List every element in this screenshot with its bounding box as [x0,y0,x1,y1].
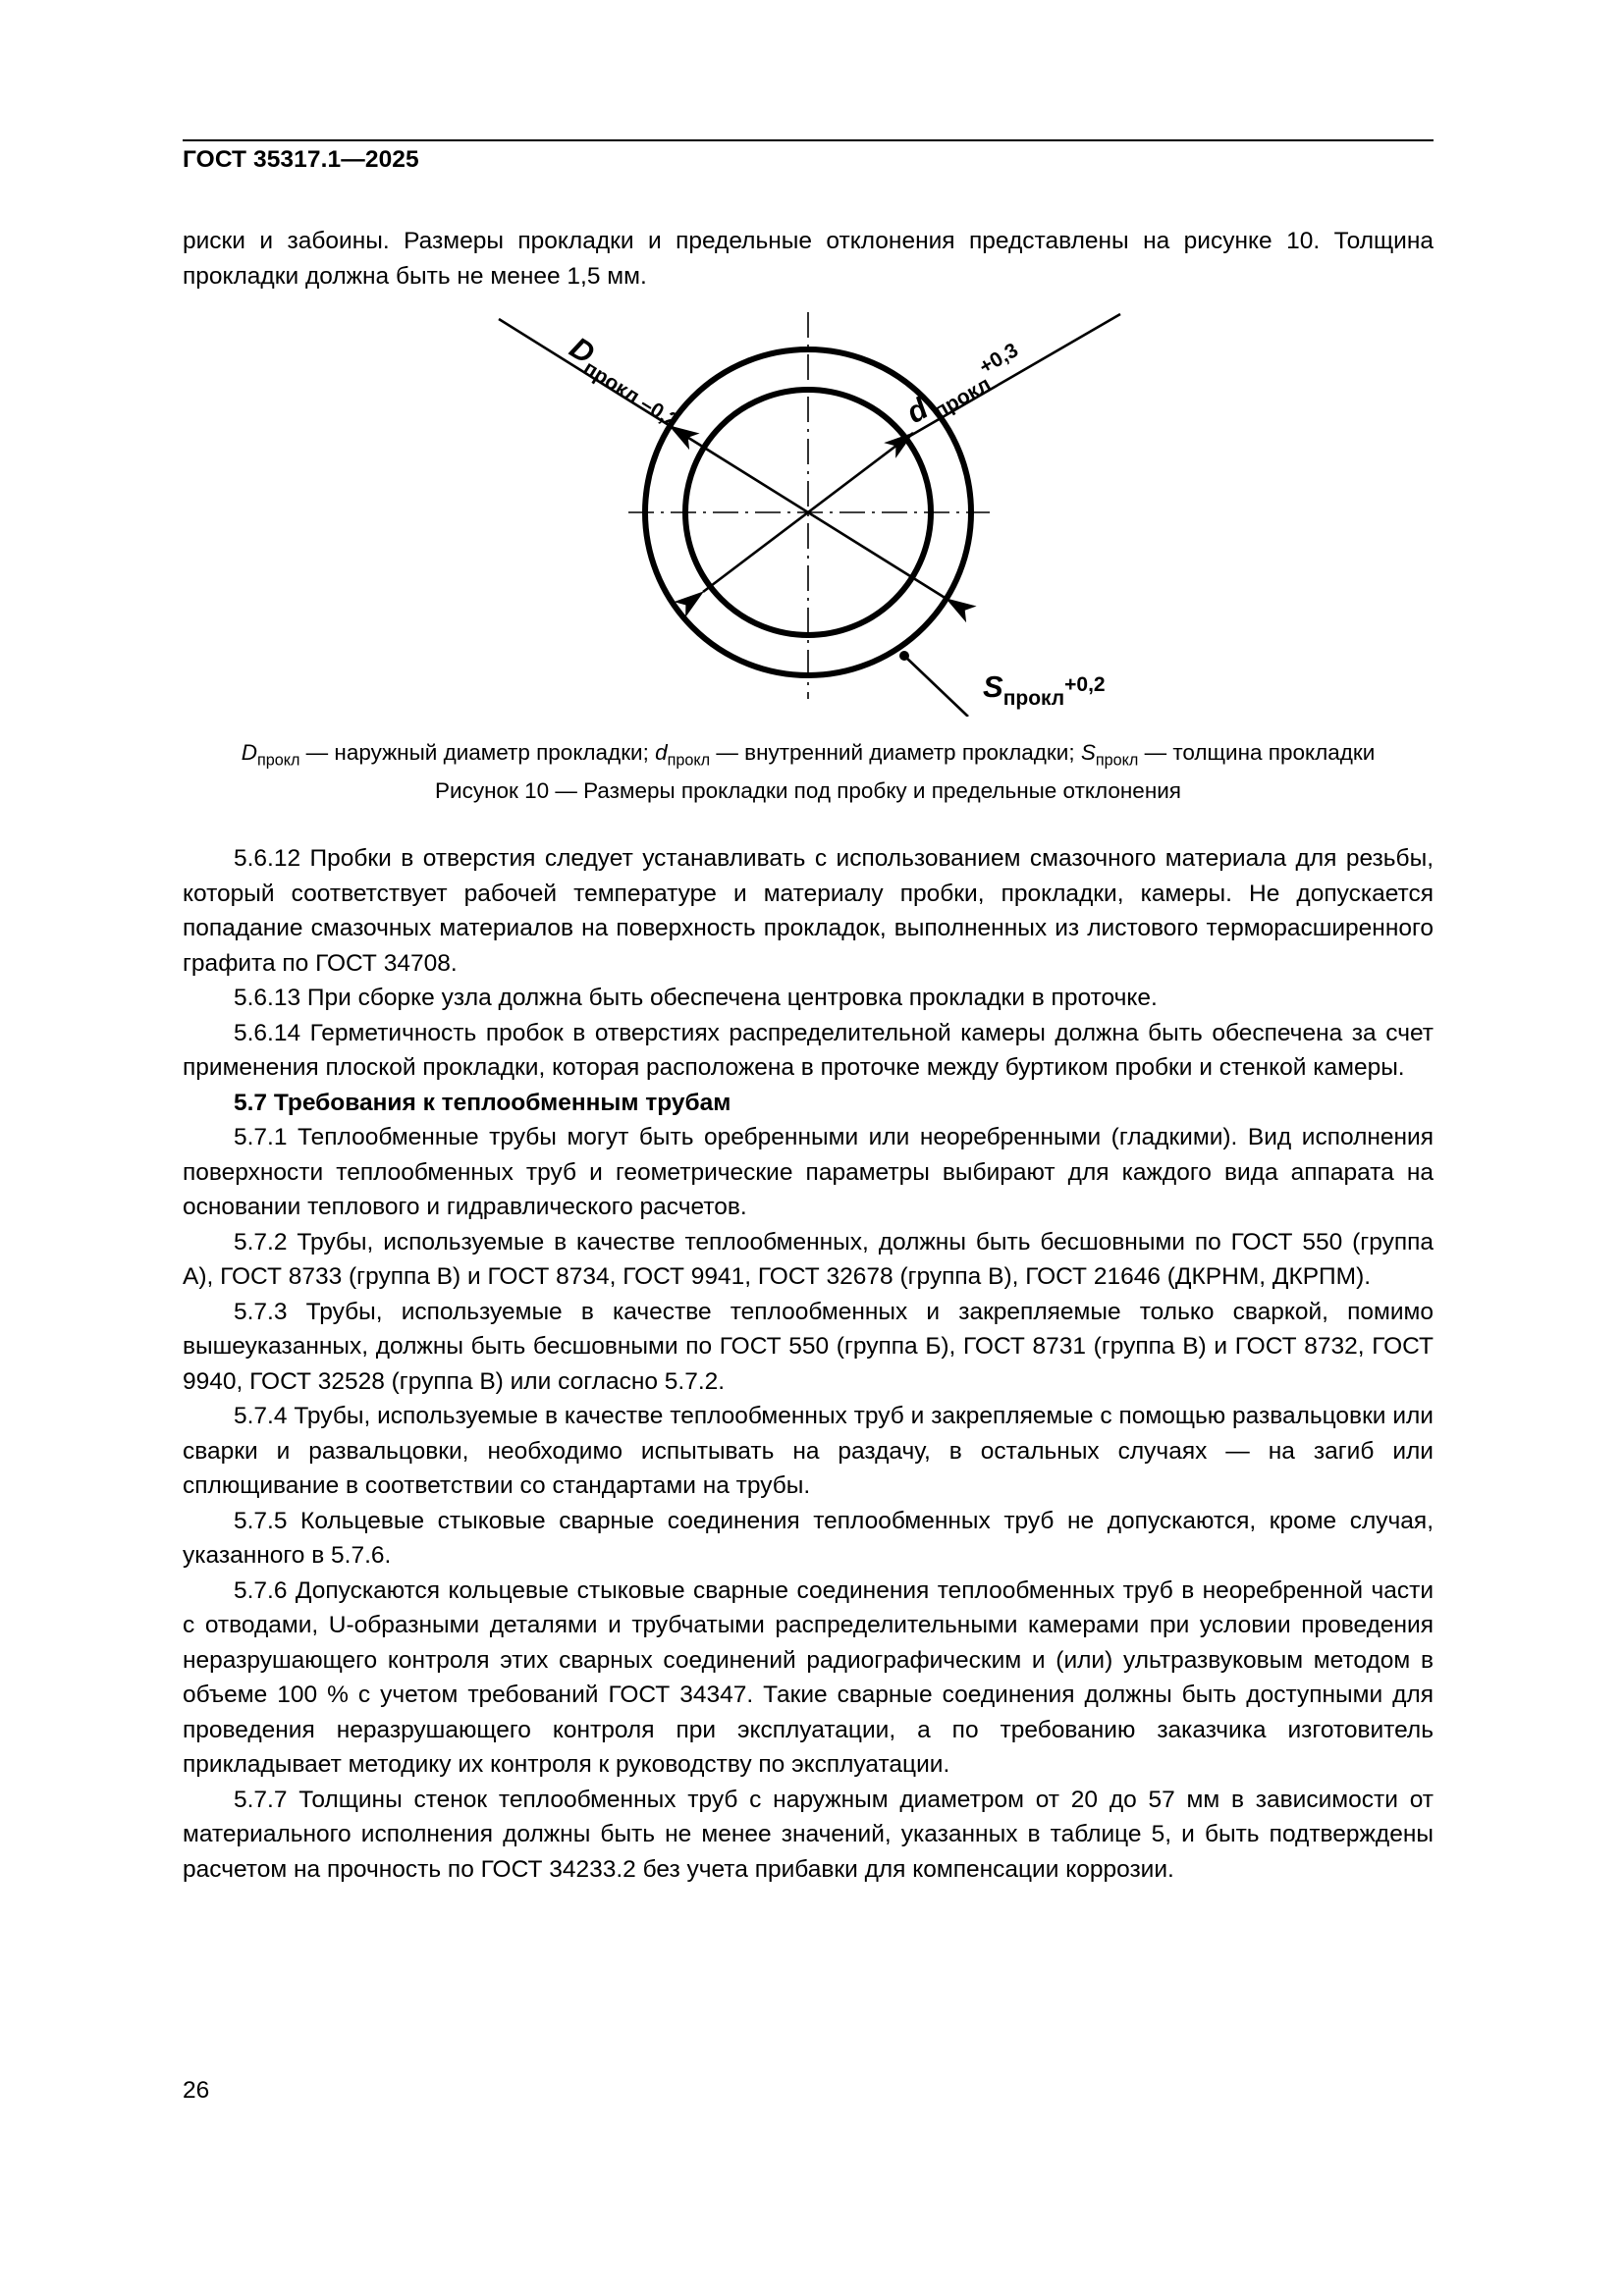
svg-text:Dпрокл –0,2: $D_{прокл}$ –0,2 [564,330,682,433]
body-text-block [183,841,1434,1887]
clause-5-7-2: 5.7.2 Трубы, используемые в качестве теплообменных, должны быть бесшовными по ГОСТ 550 (группа А), ГОСТ 8733 (группа В) и ГОСТ 8734, ГОСТ 9941, ГОСТ 32678 (группа В), ГОСТ 21646 (ДКРНМ, ДКРПМ). [183,1228,1434,1290]
clause-5-7-5: 5.7.5 Кольцевые стыковые сварные соединения теплообменных труб не допускаются, кроме случая, указанного в 5.7.6. [183,1507,1434,1569]
heading-5-7: 5.7 Требования к теплообменным трубам [234,1089,731,1116]
clause-5-7-1: 5.7.1 Теплообменные трубы могут быть оребренными или неоребренными (гладкими). Вид исполнения поверхности теплообменных труб и геометрические параметры выбирают для каждого вида аппарата на основании теплового и гидравлического расчетов. [183,1124,1434,1220]
clause-5-6-12: 5.6.12 Пробки в отверстия следует устанавливать с использованием смазочного материала для резьбы, который соответствует рабочей температуре и материалу пробки, прокладки, камеры. Не допускается попадание смазочных материалов на поверхность прокладок, выполненных из листового терморасширенного графита по ГОСТ 34708. [183,845,1434,977]
clause-5-7-4: 5.7.4 Трубы, используемые в качестве теплообменных труб и закрепляемые с помощью развальцовки или сварки и развальцовки, необходимо испытывать на раздачу, в остальных случаях — на загиб или сплющивание в соответствии со стандартами на трубы. [183,1403,1434,1499]
legend-sub-thickness: прокл [1095,751,1139,770]
legend-sub-inner: прокл [667,751,711,770]
clause-5-7-7: 5.7.7 Толщины стенок теплообменных труб с наружным диаметром от 20 до 57 мм в зависимости от материального исполнения должны быть не менее значений, указанных в таблице 5, и быть подтверждены расчетом на прочность по ГОСТ 34233.2 без учета прибавки для компенсации коррозии. [183,1786,1434,1883]
figure-10-drawing [183,294,1434,717]
header-divider [183,139,1434,141]
legend-desc-outer: — наружный диаметр прокладки; [299,740,656,765]
lead-paragraph-block [183,224,1434,294]
figure-10-caption: Рисунок 10 — Размеры прокладки под пробку и предельные отклонения [435,778,1181,803]
legend-desc-inner: — внутренний диаметр прокладки; [710,740,1081,765]
standard-designation: ГОСТ 35317.1—2025 [183,146,419,173]
svg-text:Sпрокл+0,2: $S_{прокл}^{+0,2}$ [983,669,1106,710]
figure-label-outer-diameter [561,330,691,432]
page-number: 26 [183,2077,210,2104]
figure-10-legend [183,738,1434,775]
legend-symbol-outer: D [241,740,257,765]
legend-symbol-inner: d [655,740,668,765]
figure-10 [183,294,1434,717]
figure-label-inner-diameter [900,337,1030,435]
clause-5-6-14: 5.6.14 Герметичность пробок в отверстиях распределительной камеры должна быть обеспечена за счет применения плоской прокладки, которая расположена в проточке между буртиком пробки и стенкой камеры. [183,1019,1434,1081]
svg-text:d прокл+0,3: d $_{прокл}^{+0,3}$ [900,339,1022,431]
clause-5-7-3: 5.7.3 Трубы, используемые в качестве теплообменных и закрепляемые только сваркой, помимо вышеуказанных, должны быть бесшовными по ГОСТ 550 (группа Б), ГОСТ 8731 (группа В) и ГОСТ 8732, ГОСТ 9940, ГОСТ 32528 (группа В) или согласно 5.7.2. [183,1298,1434,1395]
gasket-dimension-drawing [183,294,1434,717]
legend-desc-thickness: — толщина прокладки [1138,740,1376,765]
legend-sub-outer: прокл [256,751,300,770]
clause-5-6-13: 5.6.13 При сборке узла должна быть обеспечена центровка прокладки в проточке. [234,985,1158,1011]
legend-symbol-thickness: S [1080,740,1096,765]
lead-paragraph: риски и забоины. Размеры прокладки и предельные отклонения представлены на рисунке 10. Толщина прокладки должна быть не менее 1,5 мм. [183,228,1434,290]
thickness-leader [899,651,968,717]
figure-label-thickness [983,669,1106,710]
clause-5-7-6: 5.7.6 Допускаются кольцевые стыковые сварные соединения теплообменных труб в неоребренной части с отводами, U-образными деталями и трубчатыми распределительными камерами при условии проведения неразрушающего контроля этих сварных соединений радиографическим и (или) ультразвуковым методом в объеме 100 % с учетом требований ГОСТ 34347. Такие сварные соединения должны быть доступными для проведения неразрушающего контроля при эксплуатации, а по требованию заказчика изготовитель прикладывает методику их контроля к руководству по эксплуатации. [183,1576,1434,1778]
